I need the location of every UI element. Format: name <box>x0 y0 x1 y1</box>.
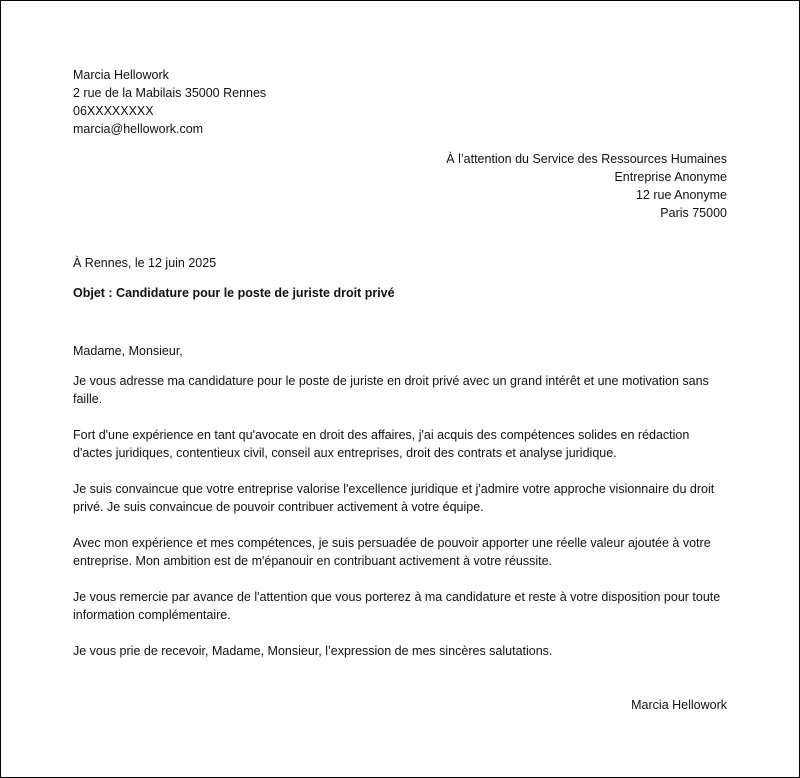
body-paragraph: Je vous adresse ma candidature pour le poste de juriste en droit privé avec un grand intérêt et une motivation sans faille. <box>73 374 709 406</box>
recipient-attention: À l’attention du Service des Ressources Humaines <box>446 152 727 166</box>
body-paragraph: Je suis convaincue que votre entreprise valorise l'excellence juridique et j'admire votre approche visionnaire du droit privé. Je suis convaincue de pouvoir contribuer activement à votre équipe. <box>73 482 715 514</box>
recipient-street: 12 rue Anonyme <box>635 188 727 202</box>
sender-email: marcia@hellowork.com <box>73 122 204 136</box>
body-paragraph: Avec mon expérience et mes compétences, je suis persuadée de pouvoir apporter une réelle valeur ajoutée à votre entreprise. Mon ambition est de m'épanouir en contribuant activement à votre réussite. <box>73 536 711 568</box>
recipient-company: Entreprise Anonyme <box>614 170 727 184</box>
sender-name: Marcia Hellowork <box>73 68 169 82</box>
closing-paragraph: Je vous prie de recevoir, Madame, Monsieur, l’expression de mes sincères salutations. <box>73 644 553 658</box>
body-paragraph: Je vous remercie par avance de l'attention que vous porterez à ma candidature et reste à votre disposition pour toute information complémentaire. <box>73 590 721 622</box>
letter-date: À Rennes, le 12 juin 2025 <box>73 256 217 270</box>
body-paragraph: Fort d'une expérience en tant qu'avocate en droit des affaires, j'ai acquis des compétences solides en rédaction d'actes juridiques, contentieux civil, conseil aux entreprises, droit des contrats et analyse juridique. <box>73 428 690 460</box>
recipient-block <box>446 150 727 222</box>
letter-body <box>73 342 729 678</box>
letter-greeting: Madame, Monsieur, <box>73 344 183 358</box>
letter-subject: Objet : Candidature pour le poste de juriste droit privé <box>73 286 395 300</box>
recipient-city: Paris 75000 <box>660 206 727 220</box>
sender-block <box>73 66 266 138</box>
sender-address: 2 rue de la Mabilais 35000 Rennes <box>73 86 267 100</box>
sender-phone: 06XXXXXXXX <box>73 104 154 118</box>
signature: Marcia Hellowork <box>631 698 727 712</box>
